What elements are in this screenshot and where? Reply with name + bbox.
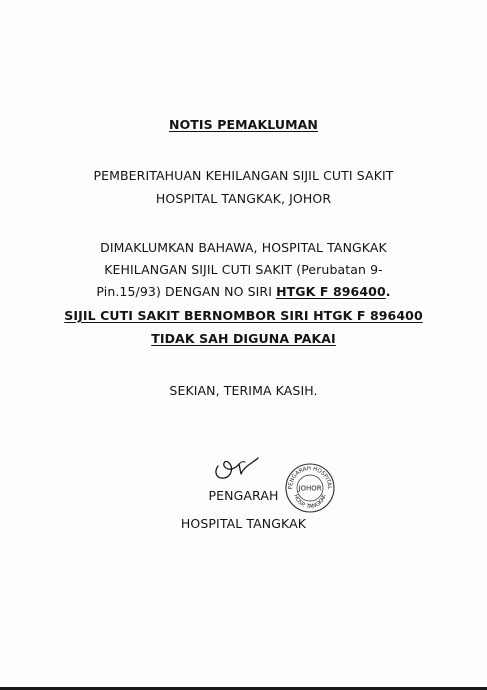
stamp-center-text: JOHOR <box>298 484 322 493</box>
warning-line-2: TIDAK SAH DIGUNA PAKAI <box>151 331 336 346</box>
body-line-3-prefix: Pin.15/93) DENGAN NO SIRI <box>96 284 272 299</box>
subject-line-2: HOSPITAL TANGKAK, JOHOR <box>155 191 332 206</box>
notice-title: NOTIS PEMAKLUMAN <box>169 117 318 132</box>
signatory-title: PENGARAH <box>208 488 279 503</box>
warning-line-1: SIJIL CUTI SAKIT BERNOMBOR SIRI HTGK F 896400 <box>64 308 423 323</box>
stamp-ring-bottom-text: HOSP. TANGKAK <box>292 493 328 511</box>
serial-number: HTGK F 896400 <box>276 284 386 299</box>
signature-mark <box>212 452 262 484</box>
serial-period: . <box>385 284 391 299</box>
stamp-ring-top-text: PENGARAH HOSPITAL <box>287 465 333 490</box>
signatory-organization: HOSPITAL TANGKAK <box>180 516 307 531</box>
body-line-1: DIMAKLUMKAN BAHAWA, HOSPITAL TANGKAK <box>100 240 387 255</box>
body-line-2: KEHILANGAN SIJIL CUTI SAKIT (Perubatan 9- <box>104 262 383 277</box>
closing-text: SEKIAN, TERIMA KASIH. <box>169 383 318 398</box>
body-line-3 <box>0 284 487 300</box>
subject-line-1: PEMBERITAHUAN KEHILANGAN SIJIL CUTI SAKIT <box>93 168 394 183</box>
